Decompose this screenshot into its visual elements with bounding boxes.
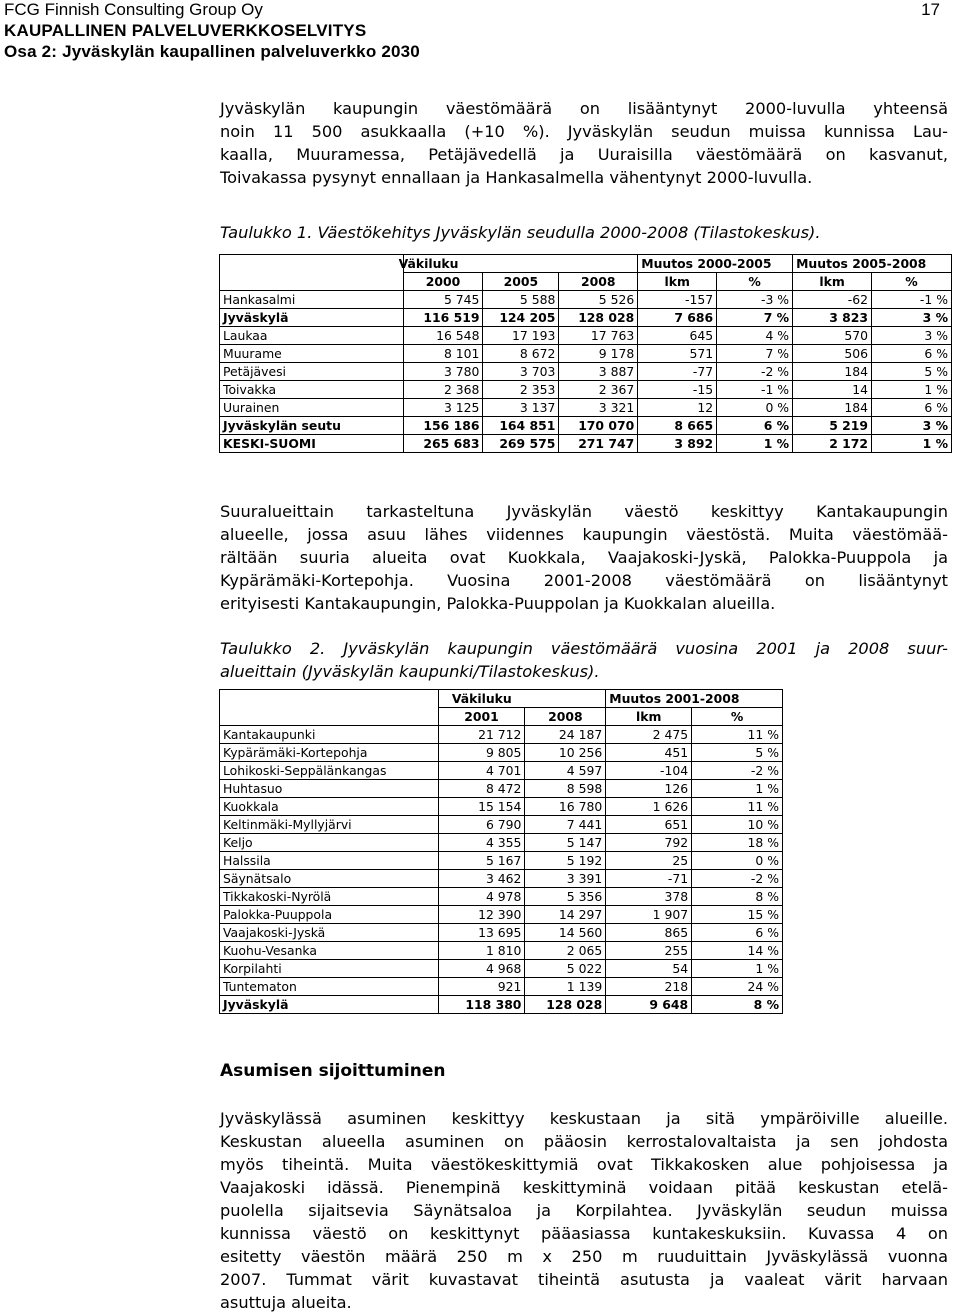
table-cell: 921 — [438, 978, 525, 996]
table-row — [220, 363, 952, 381]
row-label: Jyväskylä — [220, 996, 439, 1014]
table-cell: 11 % — [692, 726, 783, 744]
col-header: % — [872, 273, 952, 291]
table2-caption — [220, 637, 948, 683]
table-cell: 9 805 — [438, 744, 525, 762]
table-cell: 2 367 — [559, 381, 638, 399]
table-cell: 1 % — [692, 960, 783, 978]
table-cell: 21 712 — [438, 726, 525, 744]
row-label: KESKI-SUOMI — [220, 435, 404, 453]
table-row — [220, 345, 952, 363]
table-row — [220, 906, 783, 924]
document-title: KAUPALLINEN PALVELUVERKKOSELVITYS — [4, 21, 367, 40]
text-line: Kypärämäki-Kortepohja. Vuosina 2001-2008 väestömäärä on lisääntynyt — [220, 571, 948, 590]
table-cell: 218 — [606, 978, 692, 996]
table-cell: 7 % — [717, 345, 793, 363]
table-cell: 8 598 — [525, 780, 606, 798]
row-label: Kantakaupunki — [220, 726, 439, 744]
table-row — [220, 726, 783, 744]
intro-paragraph — [220, 97, 948, 189]
table-cell: 164 851 — [483, 417, 559, 435]
table-cell: 124 205 — [483, 309, 559, 327]
col-header: 2000 — [403, 273, 483, 291]
table-cell: 14 560 — [525, 924, 606, 942]
table-cell: 3 137 — [483, 399, 559, 417]
table-row — [220, 834, 783, 852]
table-cell: 1 % — [717, 435, 793, 453]
table-cell: 170 070 — [559, 417, 638, 435]
table-cell: 4 701 — [438, 762, 525, 780]
table-cell: 451 — [606, 744, 692, 762]
row-label: Jyväskylä — [220, 309, 404, 327]
table-row — [220, 762, 783, 780]
table-cell: 5 192 — [525, 852, 606, 870]
table-cell: 4 % — [717, 327, 793, 345]
table-cell: 3 780 — [403, 363, 483, 381]
group-header-population: Väkiluku — [438, 690, 525, 708]
row-label: Kuohu-Vesanka — [220, 942, 439, 960]
population-table-region — [219, 254, 952, 453]
group-header-change-2000-2005: Muutos 2000-2005 — [638, 255, 793, 273]
row-label: Laukaa — [220, 327, 404, 345]
table-cell: 15 % — [692, 906, 783, 924]
table-cell: 184 — [793, 363, 872, 381]
table-cell: 255 — [606, 942, 692, 960]
table-cell: 7 686 — [638, 309, 717, 327]
table-cell: 5 588 — [483, 291, 559, 309]
table-cell: 1 139 — [525, 978, 606, 996]
table-cell: 571 — [638, 345, 717, 363]
table-cell: 378 — [606, 888, 692, 906]
text-line: Keskustan alueella asuminen on pääosin kerrostalovaltaista ja sen johdosta — [220, 1132, 948, 1151]
table-cell: -104 — [606, 762, 692, 780]
text-line: Vaajakoski idässä. Pienempinä keskittyminä voidaan pitää keskustan etelä- — [220, 1178, 948, 1197]
text-line: puolella sijaitsevia Säynätsaloa ja Korpilahtea. Jyväskylän seudun muissa — [220, 1201, 948, 1220]
row-label: Keljo — [220, 834, 439, 852]
row-label: Tikkakoski-Nyrölä — [220, 888, 439, 906]
table-row — [220, 417, 952, 435]
table-cell: 5 022 — [525, 960, 606, 978]
row-label: Kypärämäki-Kortepohja — [220, 744, 439, 762]
table-cell: 14 % — [692, 942, 783, 960]
table-cell: 16 780 — [525, 798, 606, 816]
row-label: Muurame — [220, 345, 404, 363]
row-label: Jyväskylän seutu — [220, 417, 404, 435]
row-label: Halssila — [220, 852, 439, 870]
part-title: Osa 2: Jyväskylän kaupallinen palveluverkko 2030 — [4, 42, 420, 61]
table-cell: 651 — [606, 816, 692, 834]
table-cell: 1 907 — [606, 906, 692, 924]
col-header: % — [717, 273, 793, 291]
table-row — [220, 816, 783, 834]
table-row — [220, 798, 783, 816]
table-cell: 5 356 — [525, 888, 606, 906]
table-cell: 3 887 — [559, 363, 638, 381]
table-cell: 7 441 — [525, 816, 606, 834]
table-cell: -15 — [638, 381, 717, 399]
text-line: kunnissa väestö on keskittynyt pääasiassa kuntakeskuksiin. Kuvassa 4 on — [220, 1224, 948, 1243]
table-cell: 24 187 — [525, 726, 606, 744]
row-label: Korpilahti — [220, 960, 439, 978]
table-header-blank — [220, 273, 404, 291]
district-table-region — [219, 689, 783, 1014]
table-cell: 24 % — [692, 978, 783, 996]
table-cell: 18 % — [692, 834, 783, 852]
table-cell: 128 028 — [559, 309, 638, 327]
table-cell: 11 % — [692, 798, 783, 816]
table-cell: 6 % — [872, 345, 952, 363]
table-cell: 5 % — [872, 363, 952, 381]
table-row — [220, 780, 783, 798]
text-line: Jyväskylän kaupungin väestömäärä on lisääntynyt 2000-luvulla yhteensä — [220, 99, 948, 118]
table-cell: 570 — [793, 327, 872, 345]
table-cell: 3 125 — [403, 399, 483, 417]
table-cell: 6 % — [717, 417, 793, 435]
table-cell: 6 % — [692, 924, 783, 942]
table-header-blank — [220, 690, 439, 708]
table-cell: 3 823 — [793, 309, 872, 327]
table-cell: 15 154 — [438, 798, 525, 816]
table-cell: 3 391 — [525, 870, 606, 888]
table-cell: 184 — [793, 399, 872, 417]
row-label: Huhtasuo — [220, 780, 439, 798]
page-number: 17 — [921, 0, 940, 19]
col-header: lkm — [793, 273, 872, 291]
table-cell: 2 065 — [525, 942, 606, 960]
table-cell: -2 % — [717, 363, 793, 381]
text-line: Toivakassa pysynyt ennallaan ja Hankasalmella vähentynyt 2000-luvulla. — [220, 168, 813, 187]
table-row — [220, 744, 783, 762]
table-cell: -71 — [606, 870, 692, 888]
table-cell: -157 — [638, 291, 717, 309]
col-header: lkm — [606, 708, 692, 726]
table-cell: 116 519 — [403, 309, 483, 327]
row-label: Tuntematon — [220, 978, 439, 996]
table-row — [220, 960, 783, 978]
table-cell: -62 — [793, 291, 872, 309]
table-cell: 8 % — [692, 888, 783, 906]
company-name: FCG Finnish Consulting Group Oy — [4, 0, 263, 19]
text-line: esitetty väestön määrä 250 m x 250 m ruuduittain Jyväskylässä vuonna — [220, 1247, 948, 1266]
table-cell: 126 — [606, 780, 692, 798]
col-header: 2008 — [525, 708, 606, 726]
row-label: Keltinmäki-Myllyjärvi — [220, 816, 439, 834]
table-cell: 865 — [606, 924, 692, 942]
group-header-population: Väkiluku — [403, 255, 483, 273]
section-heading: Asumisen sijoittuminen — [220, 1061, 446, 1081]
table-row — [220, 852, 783, 870]
table-cell: 7 % — [717, 309, 793, 327]
text-line: rältään suuria alueita ovat Kuokkala, Vaajakoski-Jyskä, Palokka-Puuppola ja — [220, 548, 948, 567]
group-header-change-2001-2008: Muutos 2001-2008 — [606, 690, 783, 708]
table-cell: 12 — [638, 399, 717, 417]
table-row — [220, 327, 952, 345]
col-header: % — [692, 708, 783, 726]
table-cell: -2 % — [692, 762, 783, 780]
table-cell: 3 321 — [559, 399, 638, 417]
table-cell: 5 526 — [559, 291, 638, 309]
table-cell: 8 672 — [483, 345, 559, 363]
text-line: Jyväskylässä asuminen keskittyy keskustaan ja sitä ympäröiville alueille. — [220, 1109, 948, 1128]
table-cell: 269 575 — [483, 435, 559, 453]
table-header-cell — [559, 255, 638, 273]
table-cell: 271 747 — [559, 435, 638, 453]
table-cell: 1 810 — [438, 942, 525, 960]
text-line: Suuralueittain tarkasteltuna Jyväskylän väestö keskittyy Kantakaupungin — [220, 502, 948, 521]
table-cell: 2 353 — [483, 381, 559, 399]
table-cell: -1 % — [872, 291, 952, 309]
table-cell: 1 % — [872, 381, 952, 399]
table-cell: -3 % — [717, 291, 793, 309]
table-cell: 1 % — [692, 780, 783, 798]
table-cell: 13 695 — [438, 924, 525, 942]
table-cell: 1 626 — [606, 798, 692, 816]
table-cell: 17 193 — [483, 327, 559, 345]
table-cell: 3 703 — [483, 363, 559, 381]
table-row — [220, 309, 952, 327]
table-cell: 9 178 — [559, 345, 638, 363]
table-cell: 6 % — [872, 399, 952, 417]
table-cell: 14 297 — [525, 906, 606, 924]
table-cell: 506 — [793, 345, 872, 363]
table-cell: 8 472 — [438, 780, 525, 798]
col-header: 2008 — [559, 273, 638, 291]
table-cell: 10 % — [692, 816, 783, 834]
table-row — [220, 291, 952, 309]
table-cell: 2 368 — [403, 381, 483, 399]
row-label: Petäjävesi — [220, 363, 404, 381]
table-cell: 54 — [606, 960, 692, 978]
row-label: Toivakka — [220, 381, 404, 399]
table-cell: 12 390 — [438, 906, 525, 924]
table-cell: 5 219 — [793, 417, 872, 435]
table-cell: 16 548 — [403, 327, 483, 345]
text-line: myös tiheintä. Muita väestökeskittymiä ovat Tikkakosken alue pohjoisessa ja — [220, 1155, 948, 1174]
table-cell: 8 % — [692, 996, 783, 1014]
table-cell: 118 380 — [438, 996, 525, 1014]
table-cell: 1 % — [872, 435, 952, 453]
col-header: lkm — [638, 273, 717, 291]
row-label: Uurainen — [220, 399, 404, 417]
table-cell: -1 % — [717, 381, 793, 399]
housing-paragraph — [220, 1107, 948, 1314]
table-cell: 14 — [793, 381, 872, 399]
districts-paragraph — [220, 500, 948, 615]
table-cell: 128 028 — [525, 996, 606, 1014]
table-row — [220, 381, 952, 399]
page-header — [4, 0, 420, 62]
table-cell: 4 968 — [438, 960, 525, 978]
text-line: asuttuja alueita. — [220, 1293, 352, 1312]
row-label: Kuokkala — [220, 798, 439, 816]
table-cell: 9 648 — [606, 996, 692, 1014]
text-line: noin 11 500 asukkaalla (+10 %). Jyväskylän seudun muissa kunnissa Lau- — [220, 122, 948, 141]
caption-line: Taulukko 2. Jyväskylän kaupungin väestömäärä vuosina 2001 ja 2008 suur- — [220, 639, 948, 658]
col-header: 2005 — [483, 273, 559, 291]
table-cell: 6 790 — [438, 816, 525, 834]
table-cell: 3 % — [872, 327, 952, 345]
row-label: Palokka-Puuppola — [220, 906, 439, 924]
table-cell: 5 147 — [525, 834, 606, 852]
table-cell: 2 475 — [606, 726, 692, 744]
row-label: Hankasalmi — [220, 291, 404, 309]
table-cell: 10 256 — [525, 744, 606, 762]
table-cell: 3 % — [872, 417, 952, 435]
table-cell: -77 — [638, 363, 717, 381]
table-cell: 3 892 — [638, 435, 717, 453]
table-cell: 25 — [606, 852, 692, 870]
table-cell: 3 % — [872, 309, 952, 327]
table-cell: 5 167 — [438, 852, 525, 870]
col-header: 2001 — [438, 708, 525, 726]
table-cell: 4 355 — [438, 834, 525, 852]
table-header-cell — [483, 255, 559, 273]
table-cell: 3 462 — [438, 870, 525, 888]
table-cell: 265 683 — [403, 435, 483, 453]
table-cell: 8 101 — [403, 345, 483, 363]
group-header-change-2005-2008: Muutos 2005-2008 — [793, 255, 952, 273]
caption-line: alueittain (Jyväskylän kaupunki/Tilastokeskus). — [220, 662, 600, 681]
table-row — [220, 435, 952, 453]
table-cell: -2 % — [692, 870, 783, 888]
table-cell: 0 % — [692, 852, 783, 870]
row-label: Lohikoski-Seppälänkangas — [220, 762, 439, 780]
table-row — [220, 870, 783, 888]
table-cell: 156 186 — [403, 417, 483, 435]
table-cell: 0 % — [717, 399, 793, 417]
table-cell: 17 763 — [559, 327, 638, 345]
table-cell: 5 745 — [403, 291, 483, 309]
table-header-blank — [220, 255, 404, 273]
table-cell: 645 — [638, 327, 717, 345]
table-row — [220, 942, 783, 960]
table-header-blank — [220, 708, 439, 726]
table-row — [220, 888, 783, 906]
table-row — [220, 978, 783, 996]
table-row — [220, 924, 783, 942]
table-cell: 5 % — [692, 744, 783, 762]
row-label: Säynätsalo — [220, 870, 439, 888]
table-row — [220, 399, 952, 417]
text-line: 2007. Tummat värit kuvastavat tiheintä asutusta ja vaaleat värit harvaan — [220, 1270, 948, 1289]
table-cell: 2 172 — [793, 435, 872, 453]
table-cell: 4 597 — [525, 762, 606, 780]
row-label: Vaajakoski-Jyskä — [220, 924, 439, 942]
text-line: erityisesti Kantakaupungin, Palokka-Puuppolan ja Kuokkalan alueilla. — [220, 594, 776, 613]
table-header-cell — [525, 690, 606, 708]
text-line: alueelle, jossa asuu lähes viidennes kaupungin väestöstä. Muita väestömää- — [220, 525, 948, 544]
table-cell: 792 — [606, 834, 692, 852]
table-row — [220, 996, 783, 1014]
table1-caption: Taulukko 1. Väestökehitys Jyväskylän seudulla 2000-2008 (Tilastokeskus). — [220, 223, 821, 242]
text-line: kaalla, Muuramessa, Petäjävedellä ja Uuraisilla väestömäärä on kasvanut, — [220, 145, 948, 164]
table-cell: 8 665 — [638, 417, 717, 435]
table-cell: 4 978 — [438, 888, 525, 906]
